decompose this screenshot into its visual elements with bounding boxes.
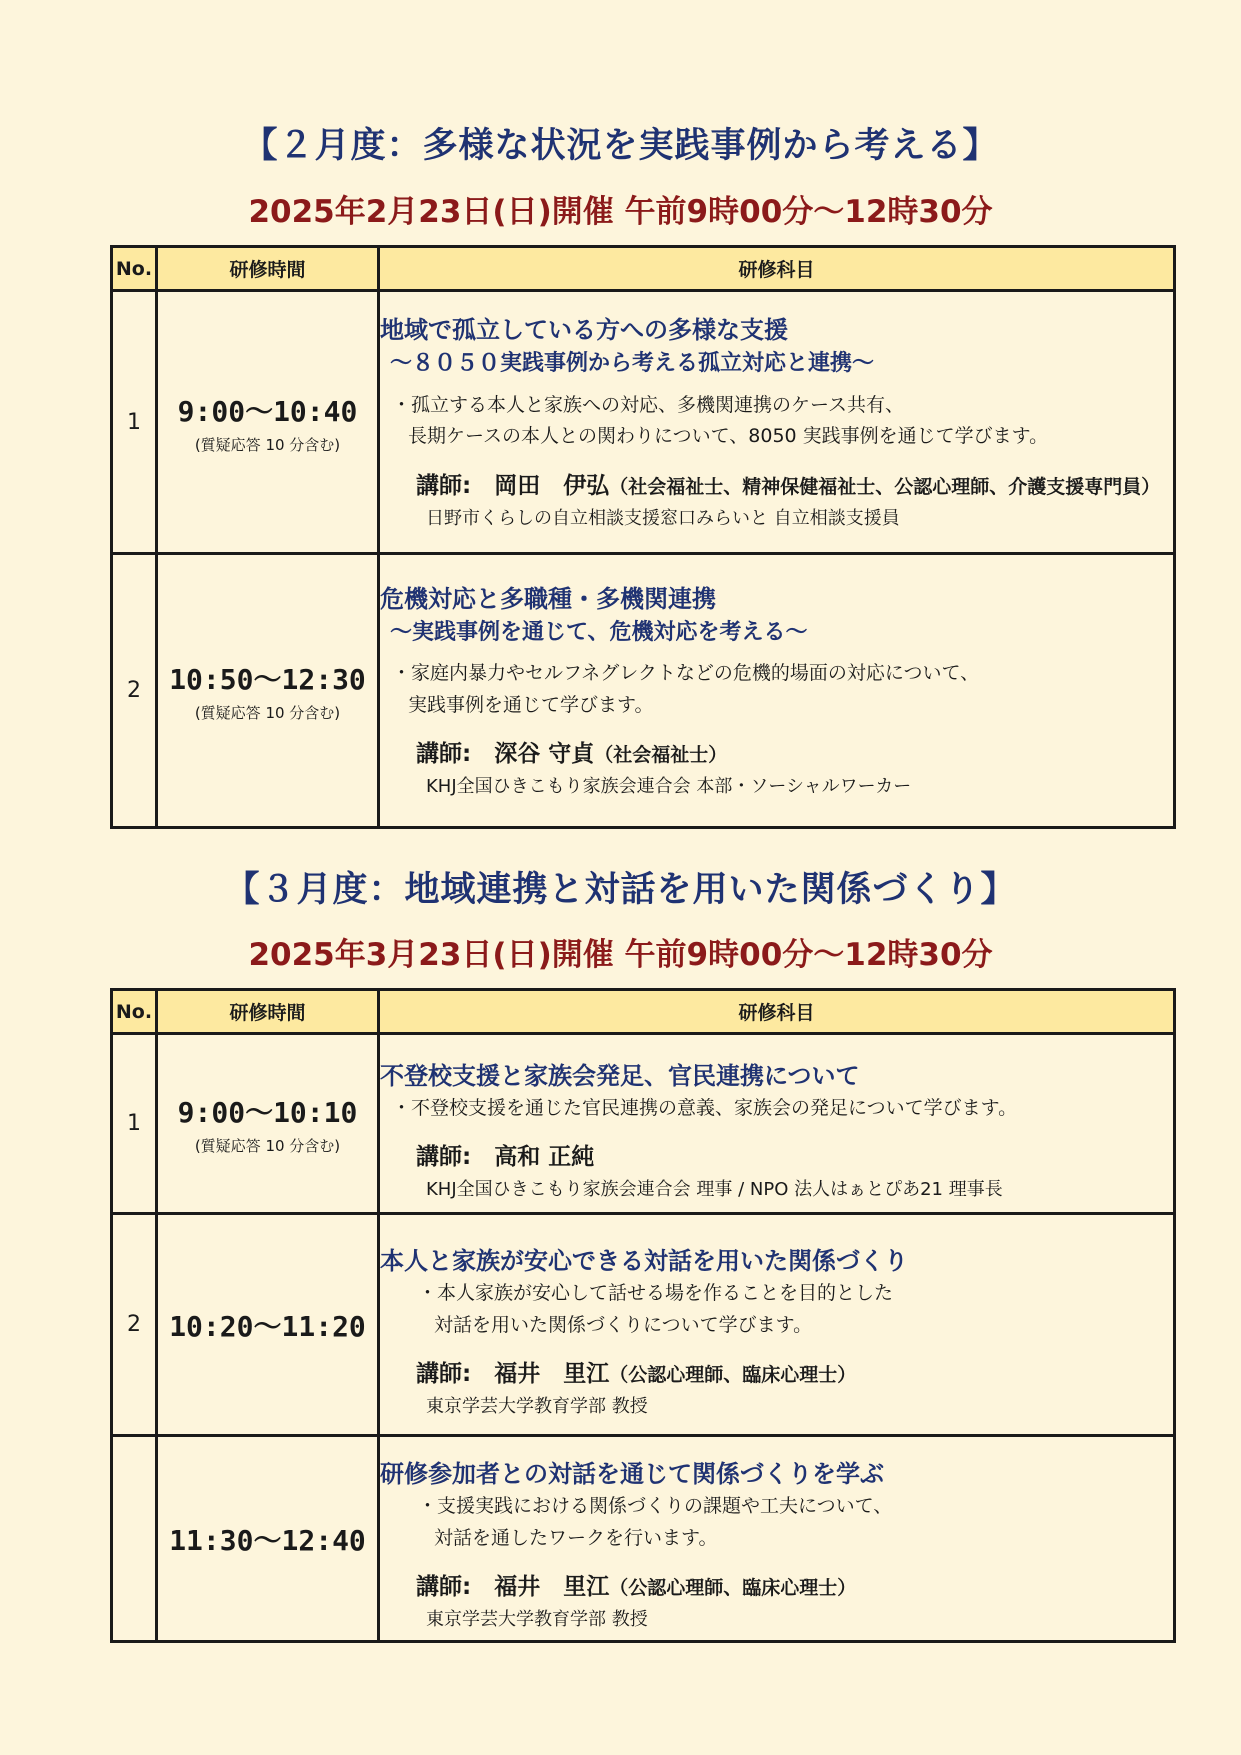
time-cell [157, 1034, 379, 1214]
session-subtopic: ～８０５０実践事例から考える孤立対応と連携～ [390, 351, 875, 376]
session-time: 9:00～10:10 [177, 1096, 358, 1129]
lecturer-affiliation: 東京学芸大学教育学部 教授 [426, 1609, 648, 1631]
lecturer-affiliation: KHJ全国ひきこもり家族会連合会 本部・ソーシャルワーカー [426, 776, 912, 798]
session-time: 10:20～11:20 [169, 1309, 366, 1343]
session-description [380, 1491, 1173, 1554]
row-number [112, 1436, 157, 1642]
header-subject: 研修科目 [379, 247, 1175, 291]
header-no: No. [112, 990, 157, 1034]
row-number: 2 [112, 554, 157, 828]
time-cell [157, 554, 379, 828]
session-note: (質疑応答 10 分含む) [194, 1137, 341, 1155]
description-line: 実践事例を通じて学びます。 [408, 693, 654, 716]
table-header-row [112, 247, 1175, 291]
session-topic: 本人と家族が安心できる対話を用いた関係づくり [380, 1246, 908, 1275]
lecturer-qualifications: （公認心理師、臨床心理士） [609, 1577, 857, 1600]
lecturer [380, 1138, 1173, 1171]
table-header-row [112, 990, 1175, 1034]
mar-schedule-table [110, 988, 1176, 1643]
lecturer [380, 467, 1173, 500]
session-topic: 不登校支援と家族会発足、官民連携について [380, 1061, 860, 1090]
subject-cell [379, 1214, 1175, 1436]
description-line: 対話を用いた関係づくりについて学びます。 [434, 1313, 813, 1336]
feb-schedule-table [110, 245, 1176, 829]
session-description [380, 390, 1173, 453]
description-line: 対話を通したワークを行います。 [434, 1526, 718, 1549]
subject-cell [379, 554, 1175, 828]
subject-cell [379, 291, 1175, 554]
subject-cell [379, 1436, 1175, 1642]
lecturer-name: 講師: 福井 里江 [416, 1574, 610, 1601]
lecturer-name: 講師: 深谷 守貞 [416, 741, 595, 768]
session-description [380, 1278, 1173, 1341]
session-description [380, 658, 1173, 721]
session-topic: 研修参加者との対話を通じて関係づくりを学ぶ [380, 1459, 884, 1488]
feb-section-title: 【２月度：多様な状況を実践事例から考える】 [242, 126, 999, 166]
header-time: 研修時間 [157, 247, 379, 291]
time-cell [157, 1214, 379, 1436]
row-number: 1 [112, 291, 157, 554]
header-no: No. [112, 247, 157, 291]
lecturer-name: 講師: 高和 正純 [416, 1144, 595, 1171]
feb-section-date: 2025年2月23日(日)開催 午前9時00分～12時30分 [248, 194, 993, 230]
table-row [112, 291, 1175, 554]
lecturer [380, 1568, 1173, 1601]
session-time: 10:50～12:30 [169, 663, 366, 696]
header-subject: 研修科目 [379, 990, 1175, 1034]
time-cell [157, 291, 379, 554]
session-description [380, 1093, 1173, 1124]
header-time: 研修時間 [157, 990, 379, 1034]
lecturer [380, 1355, 1173, 1388]
lecturer-affiliation: 東京学芸大学教育学部 教授 [426, 1396, 648, 1418]
lecturer-affiliation: KHJ全国ひきこもり家族会連合会 理事 / NPO 法人はぁとぴあ21 理事長 [426, 1179, 1003, 1201]
mar-section-title: 【３月度：地域連携と対話を用いた関係づくり】 [224, 870, 1017, 910]
lecturer-name: 講師: 福井 里江 [416, 1361, 610, 1388]
table-row [112, 1436, 1175, 1642]
lecturer [380, 735, 1173, 768]
lecturer-qualifications: （社会福祉士、精神保健福祉士、公認心理師、介護支援専門員） [609, 475, 1161, 498]
session-time: 11:30～12:40 [169, 1523, 366, 1557]
table-row [112, 554, 1175, 828]
lecturer-qualifications: （公認心理師、臨床心理士） [609, 1364, 857, 1387]
mar-section-date: 2025年3月23日(日)開催 午前9時00分～12時30分 [248, 937, 993, 973]
session-note: (質疑応答 10 分含む) [194, 435, 341, 454]
table-row [112, 1034, 1175, 1214]
description-line: ・孤立する本人と家族への対応、多機関連携のケース共有、 [392, 393, 905, 416]
session-topic: 地域で孤立している方への多様な支援 [380, 316, 788, 345]
lecturer-name: 講師: 岡田 伊弘 [416, 472, 610, 499]
table-row [112, 1214, 1175, 1436]
subject-cell [379, 1034, 1175, 1214]
description-line: ・家庭内暴力やセルフネグレクトなどの危機的場面の対応について、 [392, 662, 980, 685]
row-number: 1 [112, 1034, 157, 1214]
lecturer-affiliation: 日野市くらしの自立相談支援窓口みらいと 自立相談支援員 [426, 507, 900, 529]
session-time: 9:00～10:40 [177, 394, 358, 428]
time-cell [157, 1436, 379, 1642]
session-note: (質疑応答 10 分含む) [194, 704, 341, 722]
description-line: ・不登校支援を通じた官民連携の意義、家族会の発足について学びます。 [392, 1097, 1018, 1120]
description-line: ・本人家族が安心して話せる場を作ることを目的とした [418, 1282, 894, 1305]
session-subtopic: ～実践事例を通じて、危機対応を考える～ [390, 619, 808, 645]
session-topic: 危機対応と多職種・多機関連携 [380, 584, 716, 613]
row-number: 2 [112, 1214, 157, 1436]
lecturer-qualifications: （社会福祉士） [594, 744, 728, 767]
description-line: 長期ケースの本人との関わりについて、8050 実践事例を通じて学びます。 [408, 425, 1049, 448]
description-line: ・支援実践における関係づくりの課題や工夫について、 [418, 1495, 893, 1518]
